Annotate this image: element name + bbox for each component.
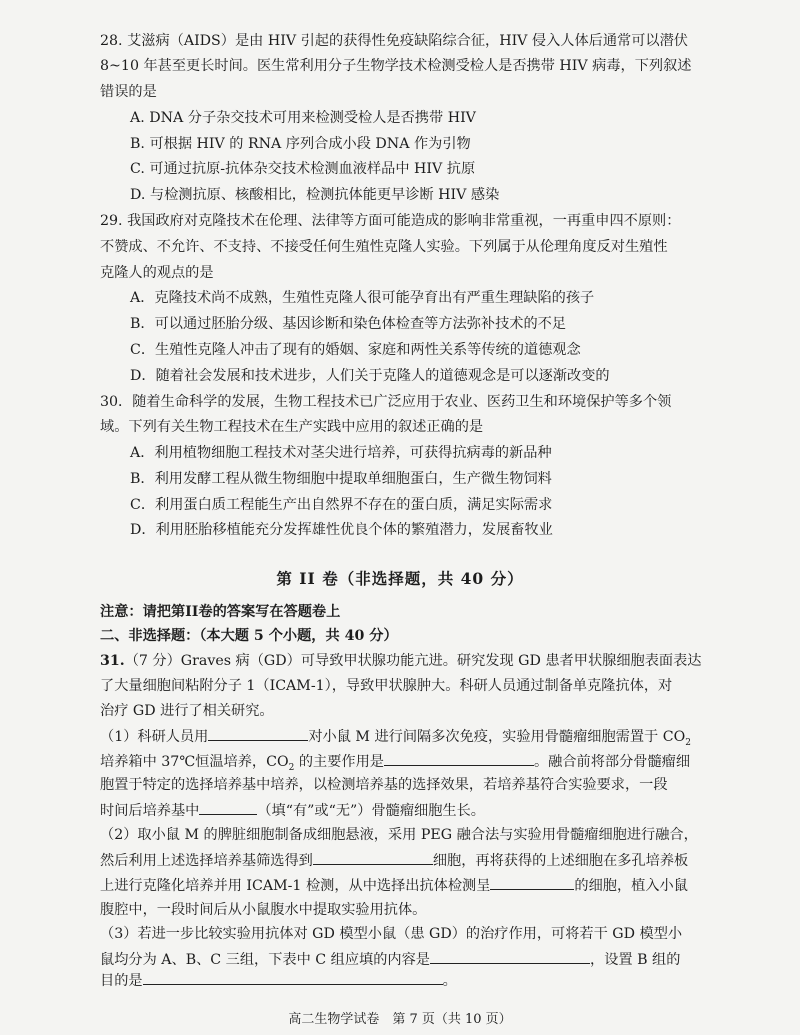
q31-part1-text-h: （填“有”或“无”）骨髓瘤细胞生长。	[257, 803, 485, 820]
answer-blank-1[interactable]	[208, 726, 308, 741]
q29-stem-line2: 不赞成、不允许、不支持、不接受任何生殖性克隆人实验。下列属于从伦理角度反对生殖性	[100, 238, 668, 255]
q31-stem-text: （7 分）Graves 病（GD）可导致甲状腺功能亢进。研究发现 GD 患者甲状腺细胞表面表达	[124, 653, 702, 670]
q31-part3-text-b: 鼠均分为 A、B、C 三组，下表中 C 组应填的内容是	[100, 952, 430, 969]
q29-option-d: D．随着社会发展和技术进步，人们关于克隆人的道德观念是可以逐渐改变的	[130, 367, 610, 384]
section-title: 第 II 卷（非选择题，共 40 分）	[276, 569, 524, 589]
q28-option-b: B. 可根据 HIV 的 RNA 序列合成小段 DNA 作为引物	[130, 135, 471, 152]
q30-stem-line2: 域。下列有关生物工程技术在生产实践中应用的叙述正确的是	[100, 419, 484, 436]
q31-part3-line3	[100, 970, 457, 991]
q28-option-a: A. DNA 分子杂交技术可用来检测受检人是否携带 HIV	[130, 109, 476, 126]
q28-stem-line2: 8~10 年甚至更长时间。医生常利用分子生物学技术检测受检人是否携带 HIV 病毒，下列叙述	[100, 58, 692, 75]
answer-blank-2[interactable]	[384, 751, 534, 766]
q30-option-a: A．利用植物细胞工程技术对茎尖进行培养，可获得抗病毒的新品种	[130, 445, 552, 462]
q31-part2-text-e: 的细胞，植入小鼠	[574, 877, 688, 894]
answer-blank-3[interactable]	[199, 800, 257, 815]
q30-option-b: B．利用发酵工程从微生物细胞中提取单细胞蛋白，生产微生物饲料	[130, 470, 552, 487]
q30-option-c: C．利用蛋白质工程能生产出自然界不存在的蛋白质，满足实际需求	[130, 496, 553, 513]
q31-part1-line4	[100, 800, 485, 821]
q28-option-d: D. 与检测抗原、核酸相比，检测抗体能更早诊断 HIV 感染	[130, 187, 500, 204]
answer-blank-4[interactable]	[313, 850, 433, 865]
co2-subscript: 2	[288, 762, 295, 773]
q31-part2-line1: （2）取小鼠 M 的脾脏细胞制备成细胞悬液，采用 PEG 融合法与实验用骨髓瘤细胞进行融合，	[100, 827, 698, 844]
q30-stem-line1: 30．随着生命科学的发展，生物工程技术已广泛应用于农业、医药卫生和环境保护等多个领	[100, 393, 672, 410]
q31-part1-line2	[100, 751, 690, 778]
q31-stem-line2: 了大量细胞间粘附分子 1（ICAM-1），导致甲状腺肿大。科研人员通过制备单克隆抗体，对	[100, 678, 673, 695]
q31-part3-text-d: 目的是	[100, 973, 143, 990]
page-footer: 高二生物学试卷 第 7 页（共 10 页）	[288, 1012, 512, 1027]
q31-number: 31.	[100, 653, 125, 670]
section-heading: 二、非选择题：（本大题 5 个小题，共 40 分）	[100, 628, 398, 645]
q31-part2-line2	[100, 850, 688, 871]
q29-stem-line3: 克隆人的观点的是	[100, 264, 214, 281]
q31-part2-text-d: 上进行克隆化培养并用 ICAM-1 检测，从中选择出抗体检测呈	[100, 877, 491, 894]
answer-blank-7[interactable]	[143, 970, 443, 985]
q31-part1-text-e: 。融合前将部分骨髓瘤细	[533, 753, 691, 770]
answer-blank-6[interactable]	[430, 949, 590, 964]
answer-blank-5[interactable]	[490, 875, 574, 890]
q29-option-a: A．克隆技术尚不成熟，生殖性克隆人很可能孕育出有严重生理缺陷的孩子	[130, 290, 595, 307]
q31-part1-text-d: 的主要作用是	[294, 753, 384, 770]
q31-stem-line3: 治疗 GD 进行了相关研究。	[100, 702, 274, 719]
q31-part3-line1: （3）若进一步比较实验用抗体对 GD 模型小鼠（患 GD）的治疗作用，可将若干 GD 模型小	[100, 926, 683, 943]
q31-part2-line4: 腹腔中，一段时间后从小鼠腹水中提取实验用抗体。	[100, 901, 427, 918]
q29-stem-line1: 29. 我国政府对克隆技术在伦理、法律等方面可能造成的影响非常重视，一再重申四不原则：	[100, 213, 681, 230]
q29-option-b: B．可以通过胚胎分级、基因诊断和染色体检查等方法弥补技术的不足	[130, 316, 567, 333]
q30-option-d: D．利用胚胎移植能充分发挥雄性优良个体的繁殖潜力，发展畜牧业	[130, 522, 553, 539]
q31-part3-text-e: 。	[442, 973, 457, 990]
q29-option-c: C．生殖性克隆人冲击了现有的婚姻、家庭和两性关系等传统的道德观念	[130, 341, 581, 358]
q31-part3-line2	[100, 949, 680, 970]
q31-part1-text-b: 对小鼠 M 进行间隔多次免疫，实验用骨髓瘤细胞需置于 CO	[308, 728, 686, 745]
q28-stem-line3: 错误的是	[100, 84, 157, 101]
co2-subscript: 2	[685, 737, 691, 748]
q31-part1-text-c: 培养箱中 37℃恒温培养，CO	[100, 753, 289, 770]
q31-part2-text-c: 细胞，再将获得的上述细胞在多孔培养板	[432, 852, 689, 869]
q31-part1-line3: 胞置于特定的选择培养基中培养，以检测培养基的选择效果，若培养基符合实验要求，一段	[100, 777, 668, 794]
q31-part1-line1	[100, 726, 691, 753]
q28-stem-line1: 28. 艾滋病（AIDS）是由 HIV 引起的获得性免疫缺陷综合征，HIV 侵入人体后通常可以潜伏	[100, 32, 688, 49]
section-note: 注意：请把第II卷的答案写在答题卷上	[100, 603, 341, 620]
q31-part1-text-g: 时间后培养基中	[100, 803, 200, 820]
q31-stem-line1	[100, 651, 701, 671]
q31-part2-text-b: 然后利用上述选择培养基筛选得到	[100, 852, 313, 869]
q28-option-c: C. 可通过抗原-抗体杂交技术检测血液样品中 HIV 抗原	[130, 161, 476, 178]
q31-part1-text-a: （1）科研人员用	[100, 728, 209, 745]
q31-part3-text-c: ，设置 B 组的	[590, 952, 681, 969]
q31-part2-line3	[100, 875, 688, 896]
